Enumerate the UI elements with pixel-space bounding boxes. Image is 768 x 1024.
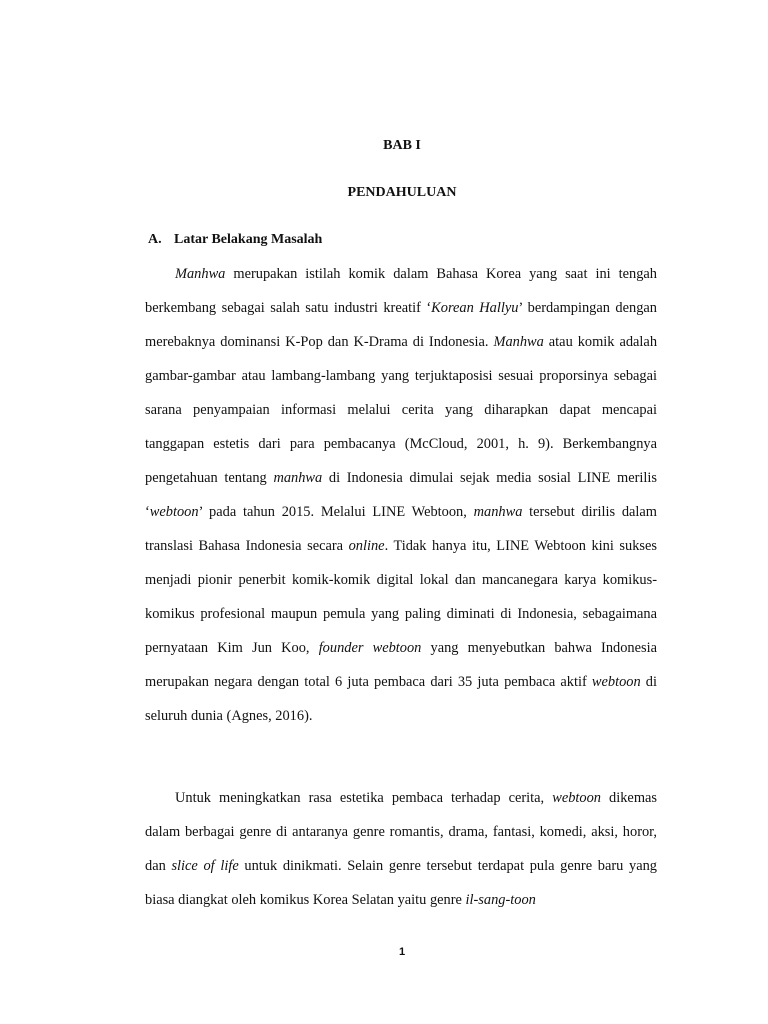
text-run: ’ berdampingan dengan merebaknya dominansi K-Pop dan K-Drama di Indonesia.: [145, 300, 657, 350]
text-run: atau komik adalah gambar-gambar atau lambang-lambang yang terjuktaposisi sesuai proporsinya sebagai sarana penyampaian informasi melalui cerita yang diharapkan dapat mencapai tanggapan estetis dari para pembacanya (McCloud, 2001, h. 9). Berkembangnya pengetahuan tentang: [145, 334, 658, 486]
italic-term: slice of life: [171, 858, 239, 874]
section-number: A.: [148, 232, 162, 247]
section-title: Latar Belakang Masalah: [174, 232, 323, 247]
text-run: untuk dinikmati. Selain genre tersebut terdapat pula genre baru yang biasa diangkat oleh komikus Korea Selatan yaitu genre: [145, 858, 657, 908]
italic-term: manhwa: [273, 470, 323, 486]
italic-term: il-sang-toon: [465, 892, 536, 908]
chapter-title: PENDAHULUAN: [347, 185, 457, 200]
section-heading: [148, 232, 322, 248]
paragraph: [145, 781, 657, 917]
italic-term: webtoon: [552, 790, 601, 806]
text-run: ’ pada tahun 2015. Melalui LINE Webtoon,: [198, 504, 474, 520]
text-run: yang menyebutkan bahwa Indonesia merupakan negara dengan total 6 juta pembaca dari 35 juta pembaca aktif: [145, 640, 657, 690]
text-run: merupakan istilah komik dalam Bahasa Korea yang saat ini tengah berkembang sebagai salah satu industri kreatif ‘: [145, 266, 657, 316]
text-run: . Tidak hanya itu, LINE Webtoon kini sukses menjadi pionir penerbit komik-komik digital lokal dan mancanegara karya komikus-komikus profesional maupun pemula yang paling diminati di Indonesia, sebagaimana pernyataan Kim Jun Koo,: [145, 538, 657, 656]
italic-term: manhwa: [473, 504, 523, 520]
italic-term: webtoon: [149, 504, 199, 520]
italic-term: founder webtoon: [318, 640, 422, 656]
italic-term: online: [348, 538, 385, 554]
text-run: di seluruh dunia (Agnes, 2016).: [145, 674, 657, 724]
text-run: tersebut dirilis dalam translasi Bahasa Indonesia secara: [145, 504, 657, 554]
paragraph: [145, 257, 657, 733]
italic-term: Korean Hallyu: [431, 300, 519, 316]
text-run: Untuk meningkatkan rasa estetika pembaca terhadap cerita,: [175, 790, 553, 806]
text-run: di Indonesia dimulai sejak media sosial LINE merilis ‘: [145, 470, 657, 520]
text-run: dikemas dalam berbagai genre di antaranya genre romantis, drama, fantasi, komedi, aksi, horor, dan: [145, 790, 657, 874]
chapter-number: BAB I: [383, 138, 421, 153]
page-number: 1: [398, 946, 406, 958]
italic-term: Manhwa: [175, 266, 226, 282]
italic-term: webtoon: [591, 674, 641, 690]
italic-term: Manhwa: [493, 334, 544, 350]
